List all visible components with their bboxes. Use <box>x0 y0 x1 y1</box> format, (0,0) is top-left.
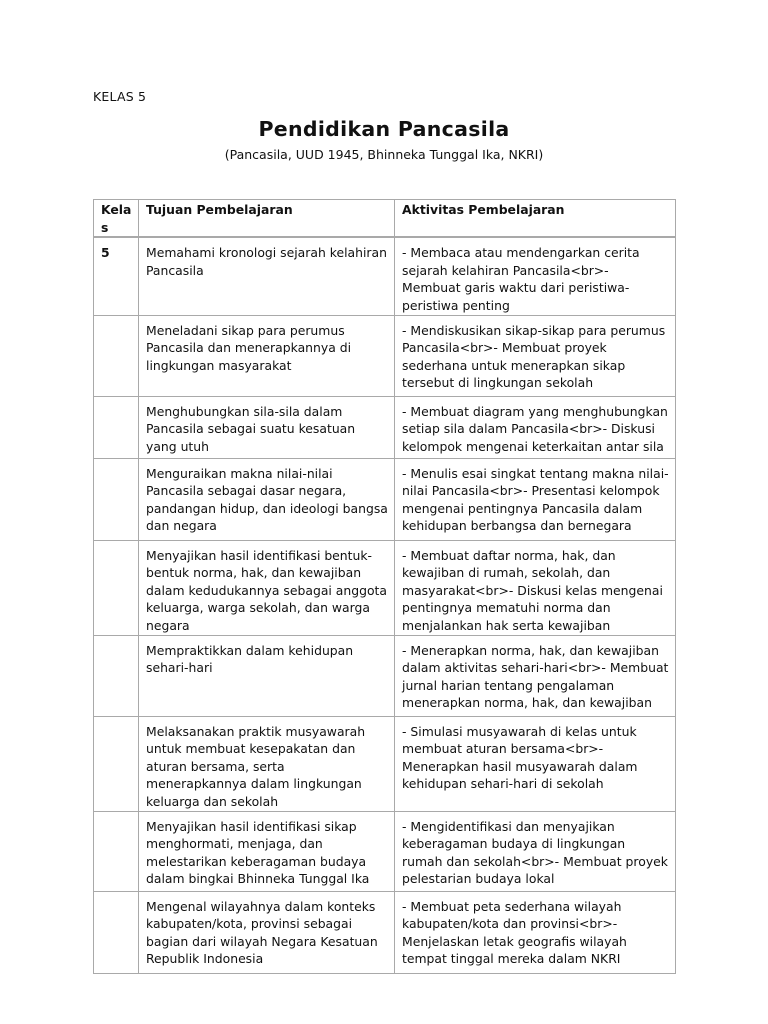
tujuan-cell: Melaksanakan praktik musyawarah untuk membuat kesepakatan dan aturan bersama, serta menerapkannya dalam lingkungan keluarga dan sekolah <box>139 716 395 811</box>
tujuan-cell: Memahami kronologi sejarah kelahiran Pancasila <box>139 237 395 315</box>
table-row <box>94 891 676 973</box>
kelas-cell <box>94 540 139 635</box>
page-title: Pendidikan Pancasila <box>258 117 510 141</box>
tujuan-cell: Meneladani sikap para perumus Pancasila dan menerapkannya di lingkungan masyarakat <box>139 315 395 396</box>
column-header-kelas: Kelas <box>94 200 139 238</box>
table-row <box>94 635 676 716</box>
tujuan-cell: Mengenal wilayahnya dalam konteks kabupaten/kota, provinsi sebagai bagian dari wilayah Negara Kesatuan Republik Indonesia <box>139 891 395 973</box>
tujuan-cell: Menyajikan hasil identifikasi sikap menghormati, menjaga, dan melestarikan keberagaman budaya dalam bingkai Bhinneka Tunggal Ika <box>139 811 395 891</box>
tujuan-cell: Menguraikan makna nilai-nilai Pancasila sebagai dasar negara, pandangan hidup, dan ideologi bangsa dan negara <box>139 458 395 540</box>
aktivitas-cell: - Simulasi musyawarah di kelas untuk membuat aturan bersama<br>- Menerapkan hasil musyawarah dalam kehidupan sehari-hari di sekolah <box>395 716 676 811</box>
column-header-aktivitas: Aktivitas Pembelajaran <box>395 200 676 238</box>
table-row <box>94 396 676 458</box>
table-row <box>94 540 676 635</box>
tujuan-cell: Menghubungkan sila-sila dalam Pancasila sebagai suatu kesatuan yang utuh <box>139 396 395 458</box>
aktivitas-cell: - Membuat daftar norma, hak, dan kewajiban di rumah, sekolah, dan masyarakat<br>- Diskusi kelas mengenai pentingnya mematuhi norma dan menjalankan hak serta kewajiban <box>395 540 676 635</box>
aktivitas-cell: - Mengidentifikasi dan menyajikan keberagaman budaya di lingkungan rumah dan sekolah<br>- Membuat proyek pelestarian budaya lokal <box>395 811 676 891</box>
aktivitas-cell: - Mendiskusikan sikap-sikap para perumus Pancasila<br>- Membuat proyek sederhana untuk menerapkan sikap tersebut di lingkungan sekolah <box>395 315 676 396</box>
kelas-cell <box>94 811 139 891</box>
aktivitas-cell: - Membuat diagram yang menghubungkan setiap sila dalam Pancasila<br>- Diskusi kelompok mengenai keterkaitan antar sila <box>395 396 676 458</box>
curriculum-table <box>93 199 676 974</box>
kelas-cell <box>94 458 139 540</box>
kelas-cell <box>94 396 139 458</box>
table-header-row <box>94 200 676 238</box>
kelas-cell <box>94 716 139 811</box>
kelas-cell <box>94 315 139 396</box>
aktivitas-cell: - Membaca atau mendengarkan cerita sejarah kelahiran Pancasila<br>- Membuat garis waktu dari peristiwa-peristiwa penting <box>395 237 676 315</box>
table-row <box>94 458 676 540</box>
tujuan-cell: Menyajikan hasil identifikasi bentuk-bentuk norma, hak, dan kewajiban dalam kedudukannya sebagai anggota keluarga, warga sekolah, dan warga negara <box>139 540 395 635</box>
table-row <box>94 716 676 811</box>
table-row <box>94 315 676 396</box>
aktivitas-cell: - Membuat peta sederhana wilayah kabupaten/kota dan provinsi<br>- Menjelaskan letak geografis wilayah tempat tinggal mereka dalam NKRI <box>395 891 676 973</box>
aktivitas-cell: - Menerapkan norma, hak, dan kewajiban dalam aktivitas sehari-hari<br>- Membuat jurnal harian tentang pengalaman menerapkan norma, hak, dan kewajiban <box>395 635 676 716</box>
table-row <box>94 237 676 315</box>
page-subtitle: (Pancasila, UUD 1945, Bhinneka Tunggal Ika, NKRI) <box>224 147 544 162</box>
aktivitas-cell: - Menulis esai singkat tentang makna nilai-nilai Pancasila<br>- Presentasi kelompok mengenai pentingnya Pancasila dalam kehidupan berbangsa dan bernegara <box>395 458 676 540</box>
kelas-cell <box>94 891 139 973</box>
tujuan-cell: Mempraktikkan dalam kehidupan sehari-hari <box>139 635 395 716</box>
class-label: KELAS 5 <box>93 89 147 104</box>
kelas-cell: 5 <box>94 237 139 315</box>
table-row <box>94 811 676 891</box>
column-header-tujuan: Tujuan Pembelajaran <box>139 200 395 238</box>
kelas-cell <box>94 635 139 716</box>
